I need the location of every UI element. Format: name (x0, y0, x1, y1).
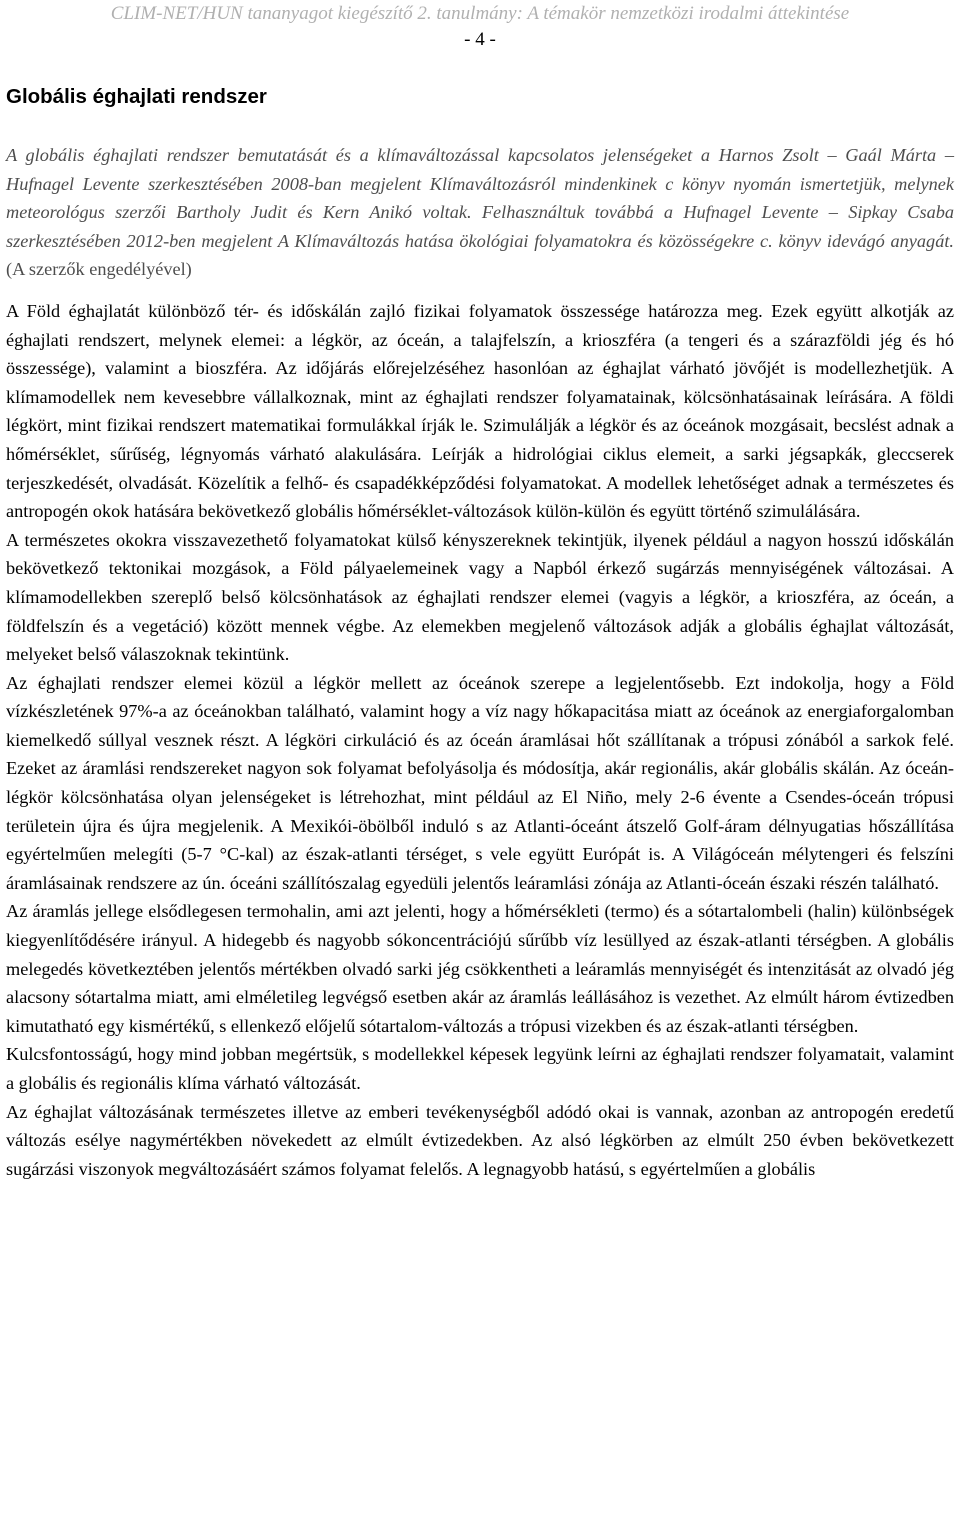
permission-note: (A szerzők engedélyével) (6, 259, 192, 280)
running-header: CLIM-NET/HUN tananyagot kiegészítő 2. tanulmány: A témakör nemzetközi irodalmi áttekintése (110, 3, 850, 24)
paragraph-thermohaline: Az áramlás jellege elsődlegesen termohalin, ami azt jelenti, hogy a hőmérsékleti (termo) és a sótartalombeli (halin) különbségek kiegyenlítődésére irányul. A hidegebb és nagyobb sókoncentrációjú sűrűbb víz lesüllyed az észak-atlanti térségben. A globális melegedés következtében jelentős mértékben olvadó sarki jég csökkentheti a leáramlás mennyiségét és intenzitását az olvadó jég alacsony sótartalma miatt, ami elméletileg legvégső esetben akár az áramlás leállásához is vezethet. Az elmúlt három évtizedben kimutatható egy kismértékű, s ellenkező előjelű sótartalom-változás a trópusi vizekben és az észak-atlanti térségben. (6, 901, 954, 1036)
page-number: - 4 - (464, 29, 496, 50)
paragraph-key-importance: Kulcsfontosságú, hogy mind jobban megértsük, s modellekkel képesek legyünk leírni az éghajlati rendszer folyamatait, valamint a globális és regionális klíma várható változását. (6, 1044, 954, 1093)
intro-paragraph (6, 141, 954, 284)
paragraph-causes: Az éghajlat változásának természetes illetve az emberi tevékenységből adódó okai is vannak, azonban az antropogén eredetű változás esélye nagymértékben növekedett az elmúlt évtizedekben. Az alsó légkörben az elmúlt 250 évben bekövetkezett sugárzási viszonyok megváltozásáért számos folyamat felelős. A legnagyobb hatású, s egyértelműen a globális (6, 1101, 954, 1179)
body-text (6, 141, 954, 1183)
intro-text: A globális éghajlati rendszer bemutatását és a klímaváltozással kapcsolatos jelenségeket a Harnos Zsolt – Gaál Márta – Hufnagel Levente szerkesztésében 2008-ban megjelent Klímaváltozásról mindenkinek c könyv nyomán ismertetjük, melynek meteorológus szerzői Bartholy Judit és Kern Anikó voltak. Felhasználtuk továbbá a Hufnagel Levente – Sipkay Csaba szerkesztésében 2012-ben megjelent A Klímaváltozás hatása ökológiai folyamatokra és közösségekre c. könyv idevágó anyagát. (6, 145, 954, 251)
section-title: Globális éghajlati rendszer (6, 85, 267, 108)
paragraph-external-forcing: A természetes okokra visszavezethető folyamatokat külső kényszereknek tekintjük, ilyenek például a nagyon hosszú időskálán bekövetkező tektonikai mozgások, a Föld pályaelemeinek vagy a Napból érkező sugárzás mennyiségének változásai. A klímamodellekben szereplő belső kölcsönhatások az éghajlati rendszer elemei (vagyis a légkör, a krioszféra, az óceán, a földfelszín és a vegetáció) között mennek végbe. Az elemekben megjelenő változások adják a globális éghajlat változását, melyeket belső válaszoknak tekintünk. (6, 529, 954, 665)
paragraph-climate-system: A Föld éghajlatát különböző tér- és időskálán zajló fizikai folyamatok összessége határozza meg. Ezek együtt alkotják az éghajlati rendszert, melynek elemei: a légkör, az óceán, a talajfelszín, a krioszféra (a tengeri és a szárazföldi jég és hó összessége), valamint a bioszféra. Az időjárás előrejelzéséhez hasonlóan az éghajlat várható jövőjét is modellezhetjük. A klímamodellek nem kevesebbre vállalkoznak, mint az éghajlati rendszer folyamatainak, kölcsönhatásainak leírására. A földi légkört, mint fizikai rendszert matematikai formulákkal írják le. Szimulálják a légkör és az óceánok mozgásait, becslést adnak a hőmérséklet, sűrűség, légnyomás várható alakulására. Leírják a hidrológiai ciklus elemeit, a sarki jégsapkák, gleccserek terjeszkedését, olvadását. Közelítik a felhő- és csapadékképződési folyamatokat. A modellek lehetőséget adnak a természetes és antropogén okok hatására bekövetkező globális hőmérséklet-változások külön-külön és együtt történő szimulálására. (6, 300, 954, 522)
paragraph-oceans: Az éghajlati rendszer elemei közül a légkör mellett az óceánok szerepe a legjelentősebb. Ezt indokolja, hogy a Föld vízkészletének 97%-a az óceánokban található, valamint hogy a víz nagy hőkapacitása miatt az óceánok az energiaforgalomban kiemelkedő súllyal vesznek részt. A légköri cirkuláció és az óceán áramlásai hőt szállítanak a trópusi zónából a sarkok felé. Ezeket az áramlási rendszereket nagyon sok folyamat befolyásolja és módosítja, akár regionális, akár globális skálán. Az óceán-légkör kölcsönhatása olyan jelenségeket is létrehozhat, mint például az El Niño, mely 2-6 évente a Csendes-óceán trópusi területein újra és újra megjelenik. A Mexikói-öbölből induló s az Atlanti-óceánt átszelő Golf-áram délnyugatias hőszállítása egyértelműen melegíti (5-7 °C-kal) az észak-atlanti térséget, s vele együtt Európát is. A Világóceán mélytengeri és felszíni áramlásainak rendszere az ún. óceáni szállítószalag egyedüli jelentős leáramlási zónája az Atlanti-óceán északi részén található. (6, 672, 954, 893)
paragraph-spacer (6, 284, 954, 297)
